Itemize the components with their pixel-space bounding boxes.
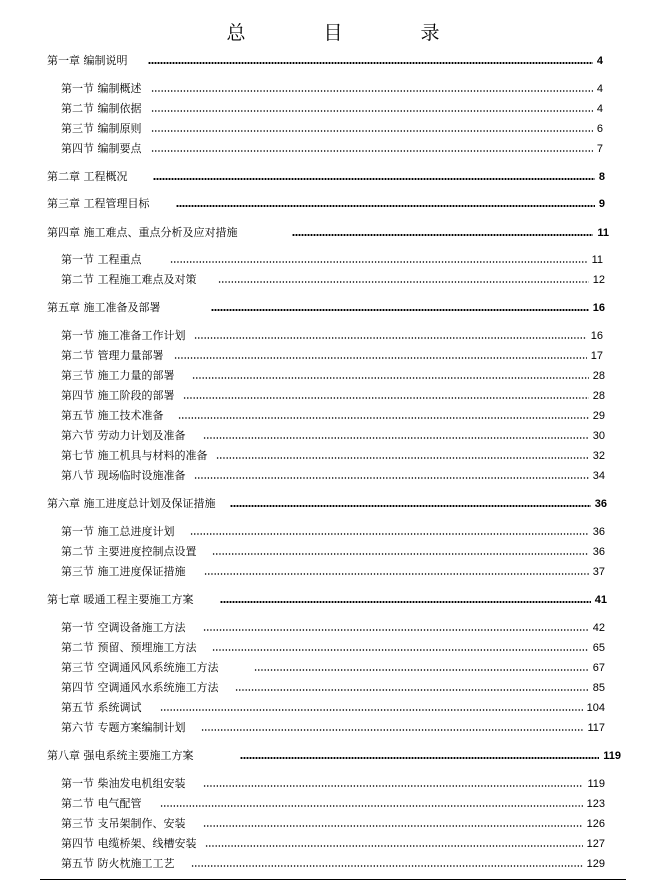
toc-entry-label: 第三节 编制原则 xyxy=(61,122,142,135)
toc-entry-label: 第二节 预留、预埋施工方法 xyxy=(61,641,197,654)
toc-page-number: 127 xyxy=(586,838,605,850)
toc-dot-leader xyxy=(176,205,595,207)
toc-section-entry[interactable] xyxy=(0,719,666,737)
toc-chapter-entry[interactable] xyxy=(0,591,666,609)
toc-dot-leader xyxy=(148,62,593,64)
toc-dot-leader xyxy=(153,178,595,180)
toc-section-entry[interactable] xyxy=(0,347,666,365)
toc-section-entry[interactable] xyxy=(0,387,666,405)
toc-page-number: 11 xyxy=(597,227,609,239)
toc-dot-leader xyxy=(292,234,593,236)
toc-page-number: 119 xyxy=(603,750,621,762)
toc-page-number: 126 xyxy=(586,818,605,830)
toc-page-number: 30 xyxy=(592,430,605,442)
toc-page-number: 28 xyxy=(592,390,605,402)
toc-page-number: 7 xyxy=(596,143,603,155)
toc-entry-label: 第五节 防火枕施工工艺 xyxy=(61,857,175,870)
toc-dot-leader xyxy=(211,309,589,311)
toc-section-entry[interactable] xyxy=(0,447,666,465)
toc-entry-label: 第五章 施工准备及部署 xyxy=(47,301,161,314)
toc-page-number: 104 xyxy=(586,702,605,714)
toc-section-entry[interactable] xyxy=(0,427,666,445)
toc-dot-leader xyxy=(160,709,583,711)
toc-section-entry[interactable] xyxy=(0,543,666,561)
toc-dot-leader xyxy=(230,505,591,507)
toc-section-entry[interactable] xyxy=(0,795,666,813)
toc-section-entry[interactable] xyxy=(0,80,666,98)
toc-dot-leader xyxy=(203,825,583,827)
toc-entry-label: 第一节 施工准备工作计划 xyxy=(61,329,186,342)
toc-section-entry[interactable] xyxy=(0,639,666,657)
toc-entry-label: 第五节 施工技术准备 xyxy=(61,409,164,422)
toc-chapter-entry[interactable] xyxy=(0,195,666,213)
toc-entry-label: 第三章 工程管理目标 xyxy=(47,197,150,210)
toc-dot-leader xyxy=(240,757,599,759)
toc-page-number: 28 xyxy=(592,370,605,382)
toc-dot-leader xyxy=(220,601,591,603)
toc-page-number: 4 xyxy=(596,83,603,95)
toc-chapter-entry[interactable] xyxy=(0,299,666,317)
toc-dot-leader xyxy=(201,729,583,731)
toc-page-number: 17 xyxy=(590,350,603,362)
toc-entry-label: 第六节 专题方案编制计划 xyxy=(61,721,186,734)
toc-entry-label: 第二节 编制依据 xyxy=(61,102,142,115)
toc-section-entry[interactable] xyxy=(0,563,666,581)
toc-entry-label: 第一节 柴油发电机组安装 xyxy=(61,777,186,790)
toc-section-entry[interactable] xyxy=(0,140,666,158)
toc-page-number: 129 xyxy=(586,858,605,870)
toc-page-number: 36 xyxy=(592,546,605,558)
toc-page-number: 16 xyxy=(590,330,603,342)
toc-section-entry[interactable] xyxy=(0,327,666,345)
toc-page-number: 12 xyxy=(592,274,605,286)
toc-dot-leader xyxy=(178,417,589,419)
toc-page-number: 67 xyxy=(592,662,605,674)
toc-section-entry[interactable] xyxy=(0,367,666,385)
toc-dot-leader xyxy=(190,533,589,535)
toc-dot-leader xyxy=(183,397,589,399)
bottom-rule xyxy=(40,879,626,880)
toc-chapter-entry[interactable] xyxy=(0,168,666,186)
toc-entry-label: 第四节 电缆桥架、线槽安装 xyxy=(61,837,197,850)
toc-section-entry[interactable] xyxy=(0,619,666,637)
toc-entry-label: 第七章 暖通工程主要施工方案 xyxy=(47,593,194,606)
toc-dot-leader xyxy=(254,669,589,671)
toc-dot-leader xyxy=(170,261,588,263)
toc-page-number: 4 xyxy=(596,103,603,115)
toc-page-number: 9 xyxy=(598,198,605,210)
toc-entry-label: 第四节 编制要点 xyxy=(61,142,142,155)
toc-dot-leader xyxy=(194,337,587,339)
toc-chapter-entry[interactable] xyxy=(0,495,666,513)
toc-dot-leader xyxy=(192,377,589,379)
toc-page-number: 42 xyxy=(592,622,605,634)
toc-dot-leader xyxy=(218,281,589,283)
toc-entry-label: 第一节 空调设备施工方法 xyxy=(61,621,186,634)
toc-entry-label: 第七节 施工机具与材料的准备 xyxy=(61,449,208,462)
toc-section-entry[interactable] xyxy=(0,815,666,833)
toc-dot-leader xyxy=(191,865,583,867)
toc-dot-leader xyxy=(151,150,593,152)
toc-entry-label: 第八节 现场临时设施准备 xyxy=(61,469,186,482)
toc-page-number: 85 xyxy=(592,682,605,694)
page-title: 总 目 录 xyxy=(226,22,476,44)
toc-section-entry[interactable] xyxy=(0,679,666,697)
toc-dot-leader xyxy=(203,437,589,439)
toc-page-number: 117 xyxy=(587,722,605,734)
toc-page-number: 6 xyxy=(596,123,603,135)
toc-section-entry[interactable] xyxy=(0,659,666,677)
toc-dot-leader xyxy=(204,573,589,575)
toc-dot-leader xyxy=(203,785,583,787)
toc-section-entry[interactable] xyxy=(0,100,666,118)
toc-page-number: 8 xyxy=(598,171,605,183)
toc-dot-leader xyxy=(203,629,589,631)
toc-section-entry[interactable] xyxy=(0,699,666,717)
toc-section-entry[interactable] xyxy=(0,855,666,873)
toc-chapter-entry[interactable] xyxy=(0,52,666,70)
toc-section-entry[interactable] xyxy=(0,407,666,425)
toc-page-number: 11 xyxy=(591,254,603,266)
toc-section-entry[interactable] xyxy=(0,120,666,138)
toc-entry-label: 第一节 工程重点 xyxy=(61,253,142,266)
toc-dot-leader xyxy=(151,130,593,132)
toc-dot-leader xyxy=(151,90,593,92)
toc-dot-leader xyxy=(235,689,589,691)
toc-entry-label: 第八章 强电系统主要施工方案 xyxy=(47,749,194,762)
toc-dot-leader xyxy=(151,110,593,112)
toc-page-number: 32 xyxy=(592,450,605,462)
toc-entry-label: 第三节 空调通风风系统施工方法 xyxy=(61,661,219,674)
toc-page-number: 16 xyxy=(592,302,605,314)
toc-page-number: 41 xyxy=(594,594,607,606)
toc-entry-label: 第一章 编制说明 xyxy=(47,54,128,67)
toc-entry-label: 第三节 施工力量的部署 xyxy=(61,369,175,382)
toc-chapter-entry[interactable] xyxy=(0,747,666,765)
toc-entry-label: 第二节 工程施工难点及对策 xyxy=(61,273,197,286)
toc-section-entry[interactable] xyxy=(0,835,666,853)
toc-dot-leader xyxy=(216,457,589,459)
toc-entry-label: 第四节 空调通风水系统施工方法 xyxy=(61,681,219,694)
toc-dot-leader xyxy=(205,845,583,847)
toc-section-entry[interactable] xyxy=(0,467,666,485)
toc-page-number: 123 xyxy=(586,798,605,810)
toc-section-entry[interactable] xyxy=(0,523,666,541)
toc-entry-label: 第一节 施工总进度计划 xyxy=(61,525,175,538)
toc-entry-label: 第二章 工程概况 xyxy=(47,170,128,183)
toc-entry-label: 第三节 支吊架制作、安装 xyxy=(61,817,186,830)
toc-page-number: 36 xyxy=(592,526,605,538)
toc-page-number: 65 xyxy=(592,642,605,654)
toc-entry-label: 第五节 系统调试 xyxy=(61,701,142,714)
toc-dot-leader xyxy=(212,553,589,555)
toc-chapter-entry[interactable] xyxy=(0,224,666,242)
toc-entry-label: 第二节 电气配管 xyxy=(61,797,142,810)
toc-entry-label: 第四节 施工阶段的部署 xyxy=(61,389,175,402)
toc-entry-label: 第三节 施工进度保证措施 xyxy=(61,565,186,578)
toc-entry-label: 第六章 施工进度总计划及保证措施 xyxy=(47,497,216,510)
toc-entry-label: 第二节 管理力量部署 xyxy=(61,349,164,362)
toc-section-entry[interactable] xyxy=(0,775,666,793)
toc-page-number: 119 xyxy=(587,778,605,790)
toc-page-number: 37 xyxy=(592,566,605,578)
toc-dot-leader xyxy=(194,477,589,479)
toc-entry-label: 第一节 编制概述 xyxy=(61,82,142,95)
toc-page-number: 29 xyxy=(592,410,605,422)
toc-section-entry[interactable] xyxy=(0,271,666,289)
toc-page-number: 34 xyxy=(592,470,605,482)
toc-dot-leader xyxy=(160,805,583,807)
toc-dot-leader xyxy=(174,357,587,359)
toc-page-number: 36 xyxy=(594,498,607,510)
toc-entry-label: 第六节 劳动力计划及准备 xyxy=(61,429,186,442)
toc-page-number: 4 xyxy=(596,55,603,67)
toc-entry-label: 第四章 施工难点、重点分析及应对措施 xyxy=(47,226,238,239)
toc-entry-label: 第二节 主要进度控制点设置 xyxy=(61,545,197,558)
toc-dot-leader xyxy=(212,649,589,651)
toc-section-entry[interactable] xyxy=(0,251,666,269)
